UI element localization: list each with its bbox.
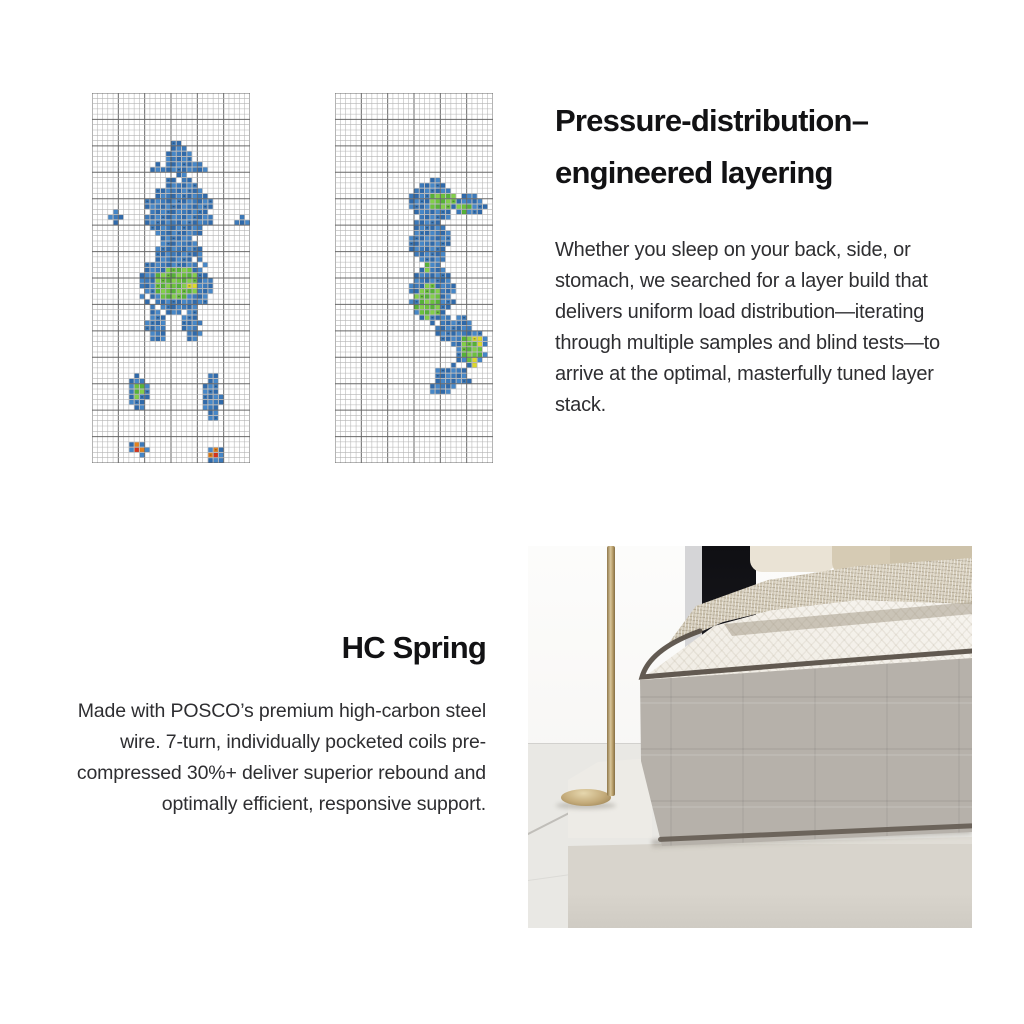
pressure-section [555,95,951,421]
floor-lamp-pole [607,546,615,796]
pressure-section-heading: Pressure-distribution–engineered layering [555,103,869,190]
spring-section-heading: HC Spring [341,630,486,665]
mattress-top-piping [528,546,972,928]
pressure-map-back-image [92,93,250,463]
pressure-map-side-image [335,93,493,463]
pressure-section-body: Whether you sleep on your back, side, or stomach, we searched for a layer build that delivers uniform load distribution—iterating through multiple samples and blind tests—to arrive at the optimal, masterfully tuned layer stack. [555,239,940,416]
spring-section-body: Made with POSCO’s premium high-carbon steel wire. 7-turn, individually pocketed coils pre-compressed 30%+ deliver superior rebound and optimally efficient, responsive support. [76,700,486,815]
mattress-photo [528,546,972,928]
spring-section [62,628,486,820]
floor-lamp-base [561,789,611,806]
